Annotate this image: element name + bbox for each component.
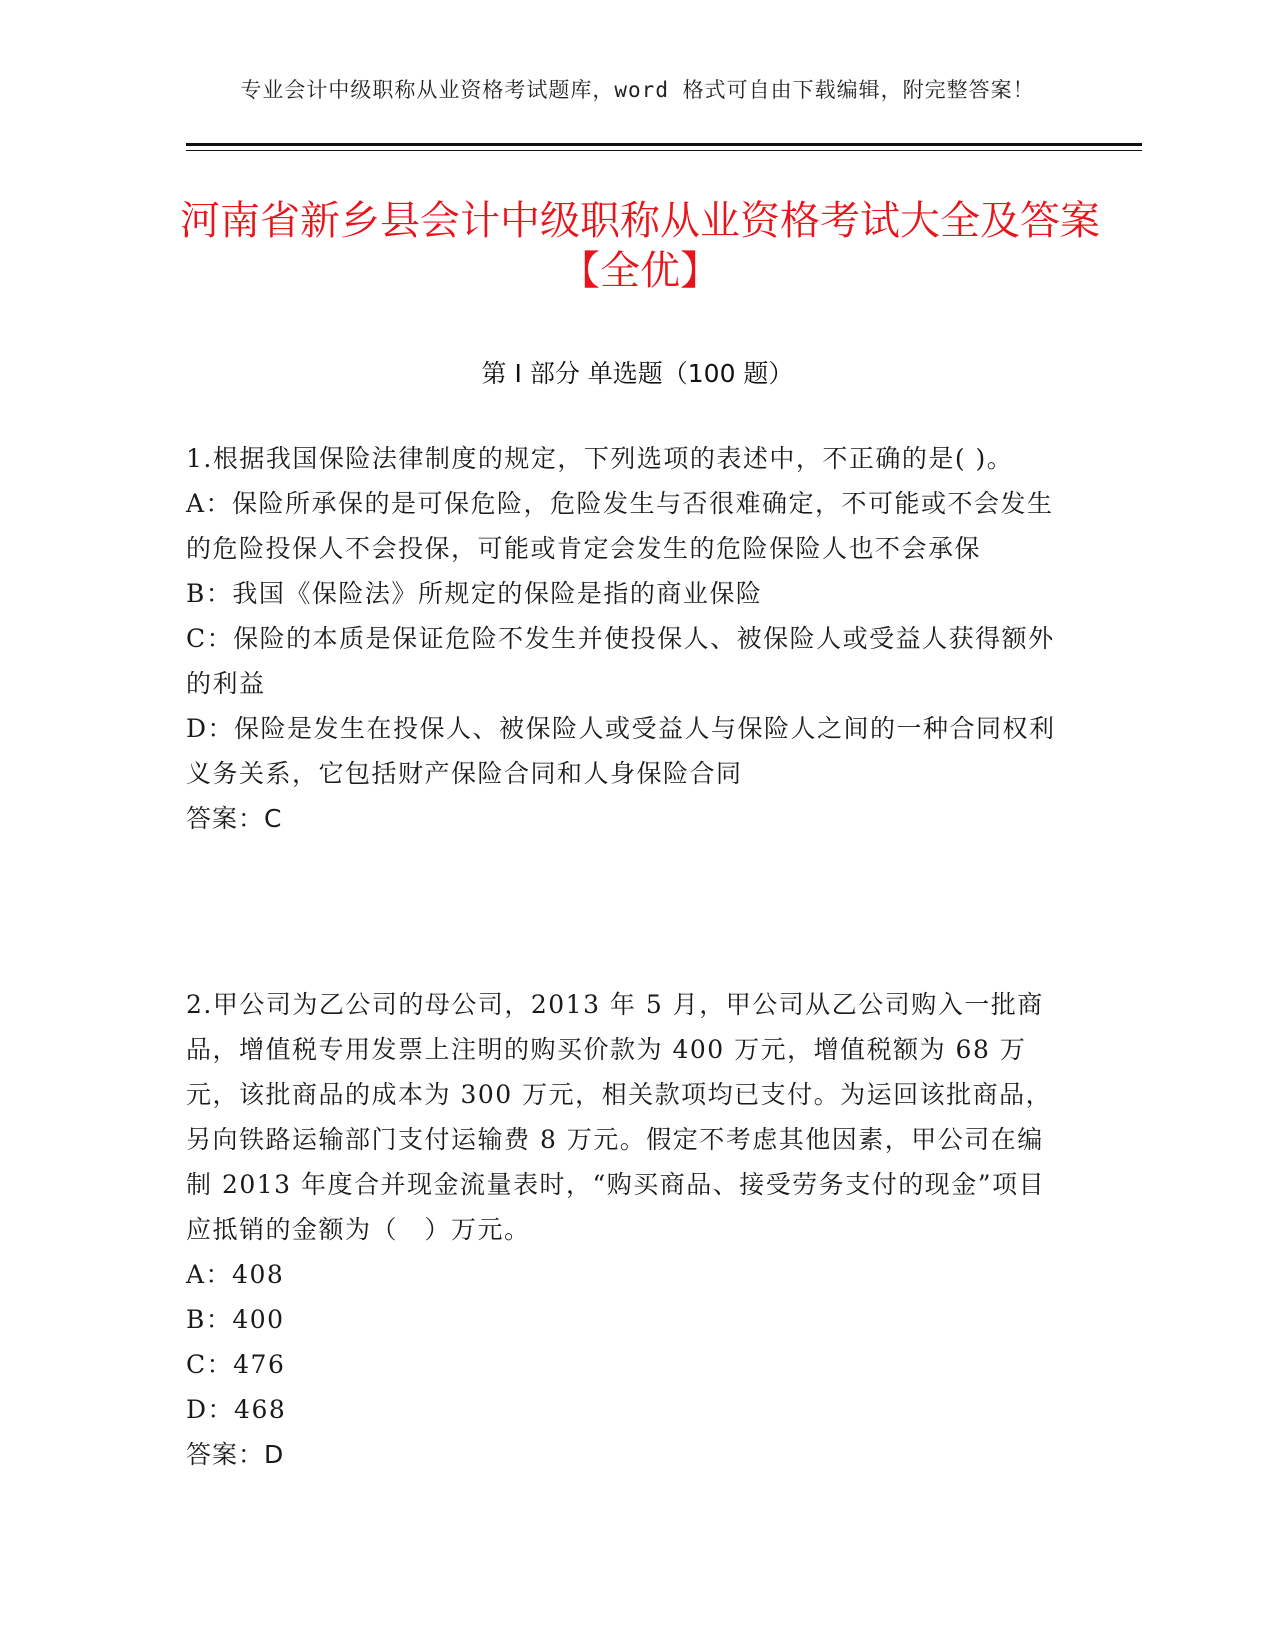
option-d: D：468 (186, 1395, 287, 1424)
question-block (186, 436, 1066, 841)
option-c: C：476 (186, 1350, 286, 1379)
header-divider-thin (186, 150, 1142, 151)
header-divider (186, 143, 1142, 146)
section-heading: 第 I 部分 单选题（100 题） (481, 359, 794, 388)
option-d: D：保险是发生在投保人、被保险人或受益人与保险人之间的一种合同权利义务关系，它包括财产保险合同和人身保险合同 (186, 714, 1056, 788)
option-b: B：400 (186, 1305, 285, 1334)
question-stem: 1.根据我国保险法律制度的规定，下列选项的表述中，不正确的是( )。 (186, 444, 1014, 473)
answer-label: 答案：D (186, 1440, 285, 1469)
answer-label: 答案：C (186, 804, 283, 833)
option-c: C：保险的本质是保证危险不发生并使投保人、被保险人或受益人获得额外的利益 (186, 624, 1055, 698)
option-b: B：我国《保险法》所规定的保险是指的商业保险 (186, 579, 763, 608)
question-stem: 2.甲公司为乙公司的母公司，2013 年 5 月，甲公司从乙公司购入一批商品，增值税专用发票上注明的购买价款为 400 万元，增值税额为 68 万元，该批商品的成本为 300 万元，相关款项均已支付。为运回该批商品，另向铁路运输部门支付运输费 8 万元。假定不考虑其他因素，甲公司在编制 2013 年度合并现金流量表时，“购买商品、接受劳务支付的现金”项目应抵销的金额为（ ）万元。 (186, 990, 1053, 1244)
option-a: A：保险所承保的是可保危险，危险发生与否很难确定，不可能或不会发生的危险投保人不会投保，可能或肯定会发生的危险保险人也不会承保 (186, 489, 1054, 563)
header-note: 专业会计中级职称从业资格考试题库，word 格式可自由下载编辑，附完整答案！ (240, 78, 1035, 102)
option-a: A：408 (186, 1260, 285, 1289)
document-title: 河南省新乡县会计中级职称从业资格考试大全及答案【全优】 (180, 198, 1100, 294)
question-block (186, 982, 1066, 1477)
